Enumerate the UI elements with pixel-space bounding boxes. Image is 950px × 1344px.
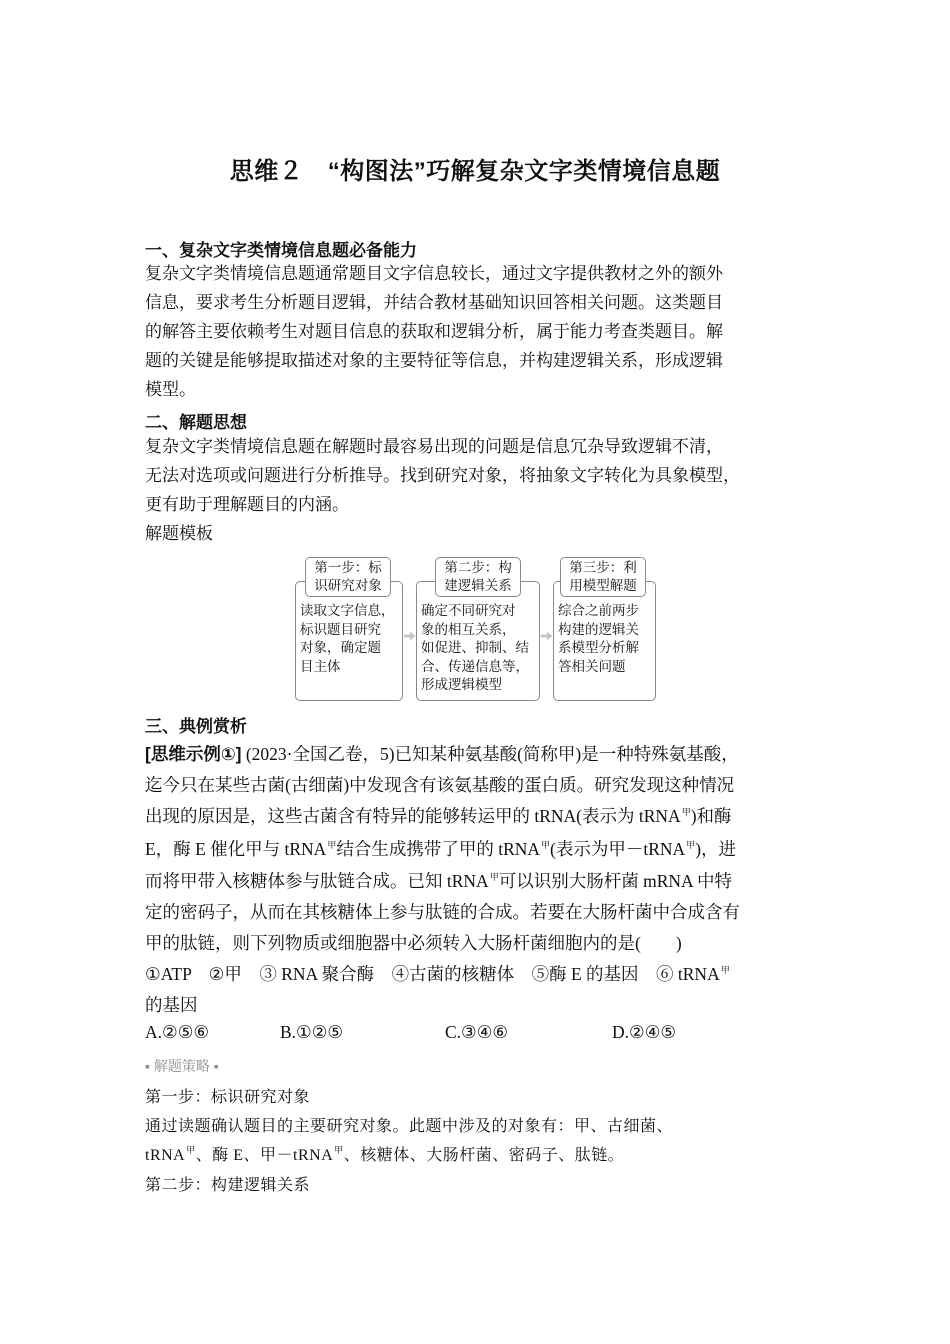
sup-jia: 甲 bbox=[720, 965, 730, 975]
strategy-step1-text: 通过读题确认题目的主要研究对象。此题中涉及的对象有：甲、古细菌、 bbox=[145, 1118, 674, 1135]
section2-line: 无法对选项或问题进行分析推导。找到研究对象，将抽象文字转化为具象模型， bbox=[145, 466, 740, 485]
page-title: 思维２ “构图法”巧解复杂文字类情境信息题 bbox=[229, 158, 721, 185]
text-run: tRNA bbox=[145, 1147, 186, 1164]
example-line-7: 甲的肽链，则下列物质或细胞器中必须转入大肠杆菌细胞内的是( ) bbox=[145, 933, 682, 953]
example-items-cont: 的基因 bbox=[145, 995, 198, 1015]
flow-step-1-body: 读取文字信息， 标识题目研究 对象，确定题 目主体 bbox=[300, 603, 395, 674]
option-d: D.②④⑤ bbox=[612, 1022, 677, 1042]
text-run: )，进 bbox=[695, 839, 737, 859]
sup-jia: 甲 bbox=[686, 840, 696, 850]
sup-jia: 甲 bbox=[327, 840, 337, 850]
strategy-step1: 第一步：标识研究对象 bbox=[145, 1089, 311, 1106]
section2-line: 复杂文字类情境信息题在解题时最容易出现的问题是信息冗杂导致逻辑不清， bbox=[145, 437, 723, 456]
flow-step-2-tag bbox=[435, 557, 521, 597]
text-run: 可以识别大肠杆菌 mRNA 中特 bbox=[498, 871, 733, 891]
example-items bbox=[145, 961, 730, 986]
sup-jia: 甲 bbox=[334, 1145, 344, 1155]
text-run: )和酶 bbox=[690, 806, 732, 826]
flow-step-3-body: 综合之前两步 构建的逻辑关 系模型分析解 答相关问题 bbox=[558, 603, 639, 674]
section2-line: 更有助于理解题目的内涵。 bbox=[145, 495, 349, 514]
strategy-label: ▪ 解题策略 ▪ bbox=[145, 1058, 219, 1074]
text-run: 出现的原因是，这些古菌含有特异的能够转运甲的 tRNA(表示为 tRNA bbox=[145, 806, 681, 826]
example-line-1 bbox=[145, 741, 739, 766]
text-run: E，酶 E 催化甲与 tRNA bbox=[145, 839, 327, 859]
example-line-5 bbox=[145, 868, 732, 893]
text-run: 、酶 E、甲－tRNA bbox=[195, 1147, 334, 1164]
example-line-4 bbox=[145, 836, 736, 861]
sup-jia: 甲 bbox=[186, 1145, 196, 1155]
text-run: ①ATP ②甲 ③ RNA 聚合酶 ④古菌的核糖体 ⑤酶 E 的基因 ⑥ tRNA bbox=[145, 964, 720, 984]
option-a: A.②⑤⑥ bbox=[145, 1022, 210, 1042]
option-c: C.③④⑥ bbox=[445, 1022, 509, 1042]
flow-step-2-tag-line1: 第二步：构 bbox=[444, 560, 512, 575]
example-line-2: 迄今只在某些古菌(古细菌)中发现含有该氨基酸的蛋白质。研究发现这种情况 bbox=[145, 775, 735, 795]
option-b: B.①②⑤ bbox=[280, 1022, 344, 1042]
flow-step-2-body: 确定不同研究对 象的相互关系， 如促进、抑制、结 合、传递信息等， 形成逻辑模型 bbox=[421, 603, 529, 692]
section1-line: 题的关键是能够提取描述对象的主要特征等信息，并构建逻辑关系，形成逻辑 bbox=[145, 351, 723, 370]
arrow-right-icon bbox=[404, 631, 416, 641]
flow-step-3-tag-line1: 第三步：利 bbox=[569, 560, 637, 575]
example-label: [思维示例①] bbox=[145, 744, 242, 764]
strategy-step2: 第二步：构建逻辑关系 bbox=[145, 1177, 311, 1194]
example-source: (2023·全国乙卷，5)已知某种氨基酸(简称甲)是一种特殊氨基酸， bbox=[241, 744, 739, 764]
section3-heading: 三、典例赏析 bbox=[145, 717, 247, 736]
flow-step-3-tag bbox=[560, 557, 646, 597]
example-line-6: 定的密码子，从而在其核糖体上参与肽链的合成。若要在大肠杆菌中合成含有 bbox=[145, 902, 740, 922]
text-run: 而将甲带入核糖体参与肽链合成。已知 tRNA bbox=[145, 871, 489, 891]
sup-jia: 甲 bbox=[489, 872, 499, 882]
flow-step-3-tag-line2: 用模型解题 bbox=[569, 578, 637, 593]
flow-step-1-tag-line2: 识研究对象 bbox=[314, 578, 382, 593]
sup-jia: 甲 bbox=[541, 840, 551, 850]
text-run: (表示为甲－tRNA bbox=[550, 839, 686, 859]
flow-step-1-tag-line1: 第一步：标 bbox=[314, 560, 382, 575]
text-run: 、核糖体、大肠杆菌、密码子、肽链。 bbox=[343, 1147, 625, 1164]
section1-line: 信息，要求考生分析题目逻辑，并结合教材基础知识回答相关问题。这类题目 bbox=[145, 293, 723, 312]
flow-step-2-tag-line2: 建逻辑关系 bbox=[444, 578, 512, 593]
section1-line: 复杂文字类情境信息题通常题目文字信息较长，通过文字提供教材之外的额外 bbox=[145, 264, 723, 283]
text-run: 结合生成携带了甲的 tRNA bbox=[336, 839, 541, 859]
section1-line: 模型。 bbox=[145, 380, 196, 399]
section1-heading: 一、复杂文字类情境信息题必备能力 bbox=[145, 241, 417, 260]
template-label: 解题模板 bbox=[145, 524, 213, 543]
section1-line: 的解答主要依赖考生对题目信息的获取和逻辑分析，属于能力考查类题目。解 bbox=[145, 322, 723, 341]
arrow-right-icon bbox=[541, 631, 553, 641]
strategy-step1-text-2 bbox=[145, 1142, 624, 1165]
sup-jia: 甲 bbox=[681, 807, 691, 817]
example-line-3 bbox=[145, 803, 732, 828]
section2-heading: 二、解题思想 bbox=[145, 413, 247, 432]
flow-step-1-tag bbox=[305, 557, 391, 597]
